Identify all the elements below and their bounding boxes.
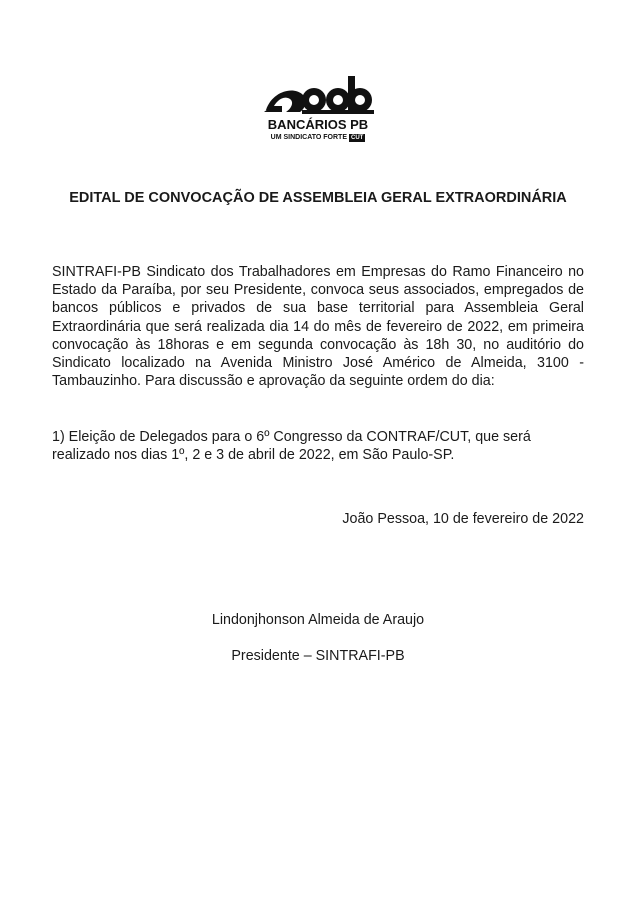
union-logo: [262, 72, 374, 144]
logo-tagline: [262, 133, 374, 142]
agenda-item: 1) Eleição de Delegados para o 6º Congresso da CONTRAF/CUT, que será realizado nos dias 1º, 2 e 3 de abril de 2022, em São Paulo-SP.: [52, 429, 531, 464]
place-date: João Pessoa, 10 de fevereiro de 2022: [342, 511, 584, 527]
seeb-monogram-icon: [262, 72, 374, 120]
signer-name: Lindonjhonson Almeida de Araujo: [211, 612, 425, 628]
logo-name: BANCÁRIOS PB: [267, 117, 369, 132]
cut-badge: CUT: [351, 135, 364, 141]
convocation-paragraph: SINTRAFI-PB Sindicato dos Trabalhadores em Empresas do Ramo Financeiro no Estado da Paraíba, por seu Presidente, convoca seus associados, empregados de bancos públicos e privados de sua base territorial para Assembleia Geral Extraordinária que será realizada dia 14 do mês de fevereiro de 2022, em primeira convocação às 18horas e em segunda convocação às 18h 30, no auditório do Sindicato localizado na Avenida Ministro José Américo de Almeida, 3100 - Tambauzinho. Para discussão e aprovação da seguinte ordem do dia:: [52, 264, 584, 390]
signer-role: Presidente – SINTRAFI-PB: [231, 648, 405, 664]
logo-tagline-text: UM SINDICATO FORTE: [270, 134, 347, 141]
document-title: EDITAL DE CONVOCAÇÃO DE ASSEMBLEIA GERAL EXTRAORDINÁRIA: [69, 190, 567, 206]
